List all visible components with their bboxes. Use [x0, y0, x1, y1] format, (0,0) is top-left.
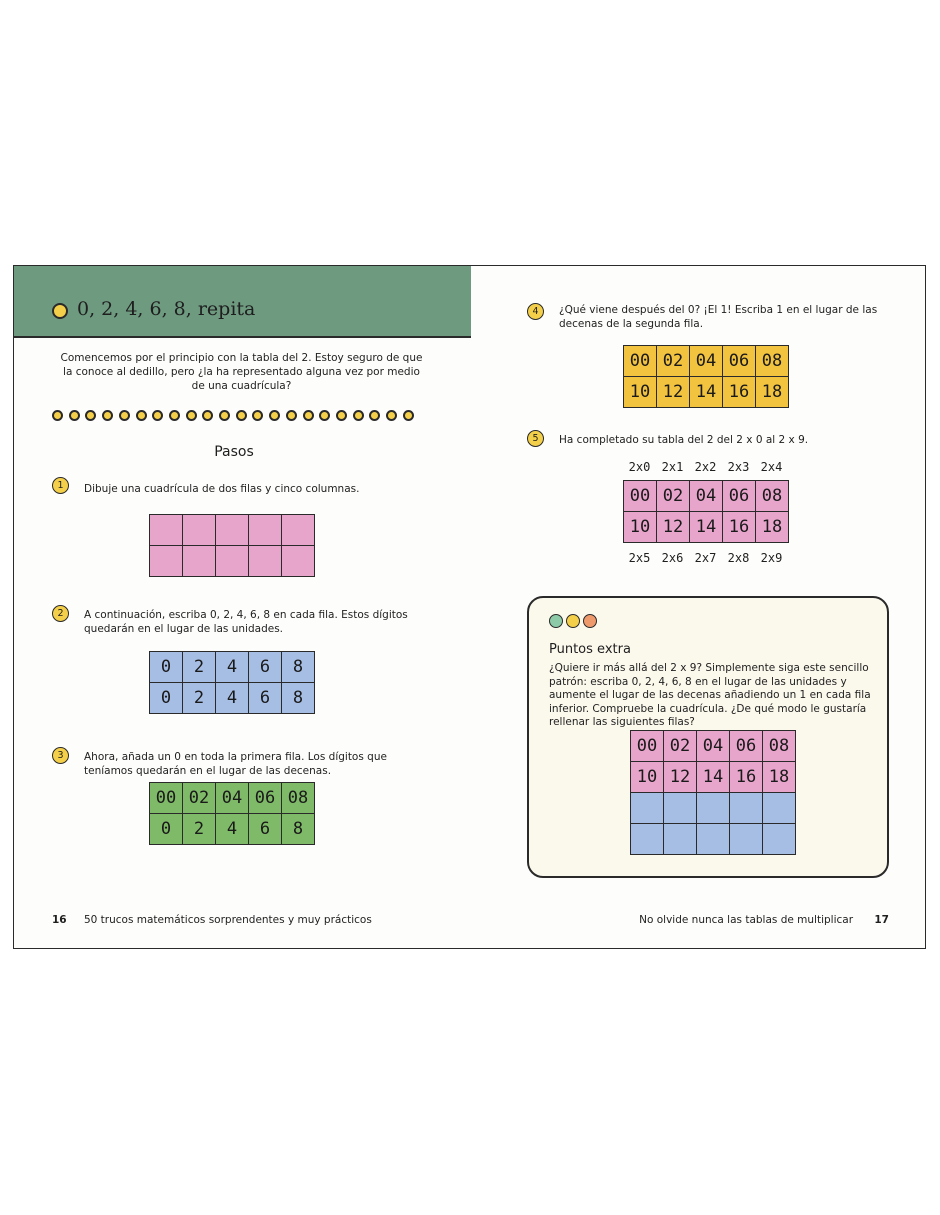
grid-cell: 12 [664, 762, 697, 793]
decorative-dot-icon [353, 410, 364, 421]
grid-cell: 08 [756, 481, 789, 512]
empty-grid-cell [730, 824, 763, 855]
grid-top-labels [623, 460, 788, 474]
step-3-grid [149, 782, 315, 845]
decorative-dot-icon [336, 410, 347, 421]
decorative-dot-icon [386, 410, 397, 421]
grid-cell: 16 [723, 512, 756, 543]
grid-cell [150, 546, 183, 577]
book-spread [13, 265, 926, 949]
grid-cell: 00 [624, 346, 657, 377]
grid-cell: 0 [150, 683, 183, 714]
multiplication-label: 2x3 [727, 460, 750, 474]
grid-cell: 00 [624, 481, 657, 512]
grid-cell [282, 515, 315, 546]
grid-cell: 6 [249, 652, 282, 683]
empty-grid-cell [631, 793, 664, 824]
multiplication-label: 2x1 [661, 460, 684, 474]
grid-cell: 16 [730, 762, 763, 793]
step-2-text: A continuación, escriba 0, 2, 4, 6, 8 en cada fila. Estos dígitos quedarán en el lugar de las unidades. [84, 609, 408, 635]
multiplication-label: 2x2 [694, 460, 717, 474]
grid-cell: 04 [690, 346, 723, 377]
header-band [14, 266, 471, 338]
decorative-dot-icon [236, 410, 247, 421]
grid-cell [150, 515, 183, 546]
grid-cell: 02 [183, 783, 216, 814]
page-number-left: 16 [52, 914, 67, 926]
grid-cell: 12 [657, 512, 690, 543]
grid-cell: 0 [150, 652, 183, 683]
grid-cell [249, 546, 282, 577]
grid-cell: 02 [664, 731, 697, 762]
page-title: 0, 2, 4, 6, 8, repita [77, 298, 256, 320]
grid-cell: 04 [216, 783, 249, 814]
grid-cell: 06 [723, 346, 756, 377]
grid-cell: 0 [150, 814, 183, 845]
footer-left [52, 914, 372, 926]
grid-cell: 6 [249, 683, 282, 714]
grid-cell: 4 [216, 683, 249, 714]
grid-cell [216, 546, 249, 577]
grid-cell: 00 [631, 731, 664, 762]
grid-cell: 02 [657, 481, 690, 512]
grid-cell: 18 [756, 512, 789, 543]
grid-cell: 14 [690, 512, 723, 543]
step-5-badge: 5 [527, 430, 544, 447]
decorative-dot-icon [52, 410, 63, 421]
step-4-grid [623, 345, 789, 408]
step-2-badge: 2 [52, 605, 69, 622]
step-4-text: ¿Qué viene después del 0? ¡El 1! Escriba 1 en el lugar de las decenas de la segunda fila. [559, 304, 878, 330]
grid-cell: 4 [216, 814, 249, 845]
grid-cell: 10 [631, 762, 664, 793]
grid-cell: 06 [723, 481, 756, 512]
grid-cell: 02 [657, 346, 690, 377]
grid-cell: 06 [249, 783, 282, 814]
decorative-dot-icon [303, 410, 314, 421]
grid-cell: 8 [282, 652, 315, 683]
decorative-dot-icon [69, 410, 80, 421]
step-4-badge: 4 [527, 303, 544, 320]
grid-cell [249, 515, 282, 546]
intro-paragraph: Comencemos por el principio con la tabla del 2. Estoy seguro de que la conoce al dedillo, pero ¿la ha representado alguna vez por medio de una cuadrícula? [60, 352, 423, 392]
empty-grid-cell [664, 793, 697, 824]
step-1-badge: 1 [52, 477, 69, 494]
decorative-dot-icon [169, 410, 180, 421]
multiplication-label: 2x7 [694, 551, 717, 565]
title-dot-icon [52, 303, 68, 319]
grid-cell: 6 [249, 814, 282, 845]
grid-cell: 00 [150, 783, 183, 814]
step-1-text: Dibuje una cuadrícula de dos filas y cinco columnas. [84, 483, 360, 495]
decorative-dots-row [52, 410, 417, 422]
decorative-dot-icon [269, 410, 280, 421]
grid-cell: 04 [697, 731, 730, 762]
decorative-dot-icon [102, 410, 113, 421]
step-3-badge: 3 [52, 747, 69, 764]
grid-cell: 2 [183, 814, 216, 845]
grid-cell: 08 [763, 731, 796, 762]
decorative-dot-icon [136, 410, 147, 421]
grid-cell: 14 [690, 377, 723, 408]
extra-grid [630, 730, 796, 855]
footer-right-text: No olvide nunca las tablas de multiplicar [639, 914, 854, 926]
grid-cell: 4 [216, 652, 249, 683]
grid-cell: 16 [723, 377, 756, 408]
grid-cell: 12 [657, 377, 690, 408]
decorative-dot-icon [219, 410, 230, 421]
empty-grid-cell [697, 824, 730, 855]
extra-title: Puntos extra [549, 642, 631, 657]
extra-points-box [527, 596, 889, 878]
yellow-dot-icon [566, 614, 580, 628]
section-title: Pasos [214, 444, 254, 460]
grid-bottom-labels [623, 551, 788, 565]
empty-grid-cell [763, 793, 796, 824]
multiplication-label: 2x0 [628, 460, 651, 474]
grid-cell: 06 [730, 731, 763, 762]
grid-cell: 10 [624, 377, 657, 408]
decorative-dot-icon [119, 410, 130, 421]
footer-left-text: 50 trucos matemáticos sorprendentes y muy prácticos [83, 914, 372, 926]
decorative-dot-icon [319, 410, 330, 421]
multiplication-label: 2x9 [760, 551, 783, 565]
decorative-dot-icon [286, 410, 297, 421]
extra-text: ¿Quiere ir más allá del 2 x 9? Simplemente siga este sencillo patrón: escriba 0, 2, 4, 6, 8 en el lugar de las unidades y aumente el lugar de las decenas añadiendo un 1 en cada fila inferior. Compruebe la cuadrícula. ¿De qué modo le gustaría rellenar las siguientes filas? [549, 662, 871, 728]
step-1-grid [149, 514, 315, 577]
empty-grid-cell [697, 793, 730, 824]
step-2-grid [149, 651, 315, 714]
grid-cell [216, 515, 249, 546]
grid-cell: 2 [183, 683, 216, 714]
grid-cell: 08 [756, 346, 789, 377]
decorative-dot-icon [152, 410, 163, 421]
empty-grid-cell [631, 824, 664, 855]
grid-cell [183, 515, 216, 546]
decorative-dot-icon [186, 410, 197, 421]
grid-cell: 14 [697, 762, 730, 793]
step-3-text: Ahora, añada un 0 en toda la primera fila. Los dígitos que teníamos quedarán en el lugar de las decenas. [84, 751, 387, 777]
grid-cell: 04 [690, 481, 723, 512]
grid-cell: 10 [624, 512, 657, 543]
step-5-grid [623, 480, 789, 543]
grid-cell: 8 [282, 683, 315, 714]
multiplication-label: 2x8 [727, 551, 750, 565]
decorative-dot-icon [85, 410, 96, 421]
decorative-dot-icon [252, 410, 263, 421]
footer-right [639, 914, 889, 926]
grid-cell: 8 [282, 814, 315, 845]
multiplication-label: 2x4 [760, 460, 783, 474]
grid-cell: 2 [183, 652, 216, 683]
grid-cell: 18 [756, 377, 789, 408]
orange-dot-icon [583, 614, 597, 628]
decorative-dot-icon [369, 410, 380, 421]
empty-grid-cell [664, 824, 697, 855]
multiplication-label: 2x5 [628, 551, 651, 565]
step-5-text: Ha completado su tabla del 2 del 2 x 0 al 2 x 9. [559, 434, 809, 446]
decorative-dot-icon [202, 410, 213, 421]
empty-grid-cell [730, 793, 763, 824]
empty-grid-cell [763, 824, 796, 855]
grid-cell [183, 546, 216, 577]
decorative-dot-icon [403, 410, 414, 421]
grid-cell: 08 [282, 783, 315, 814]
page-number-right: 17 [874, 914, 889, 926]
multiplication-label: 2x6 [661, 551, 684, 565]
grid-cell [282, 546, 315, 577]
grid-cell: 18 [763, 762, 796, 793]
green-dot-icon [549, 614, 563, 628]
